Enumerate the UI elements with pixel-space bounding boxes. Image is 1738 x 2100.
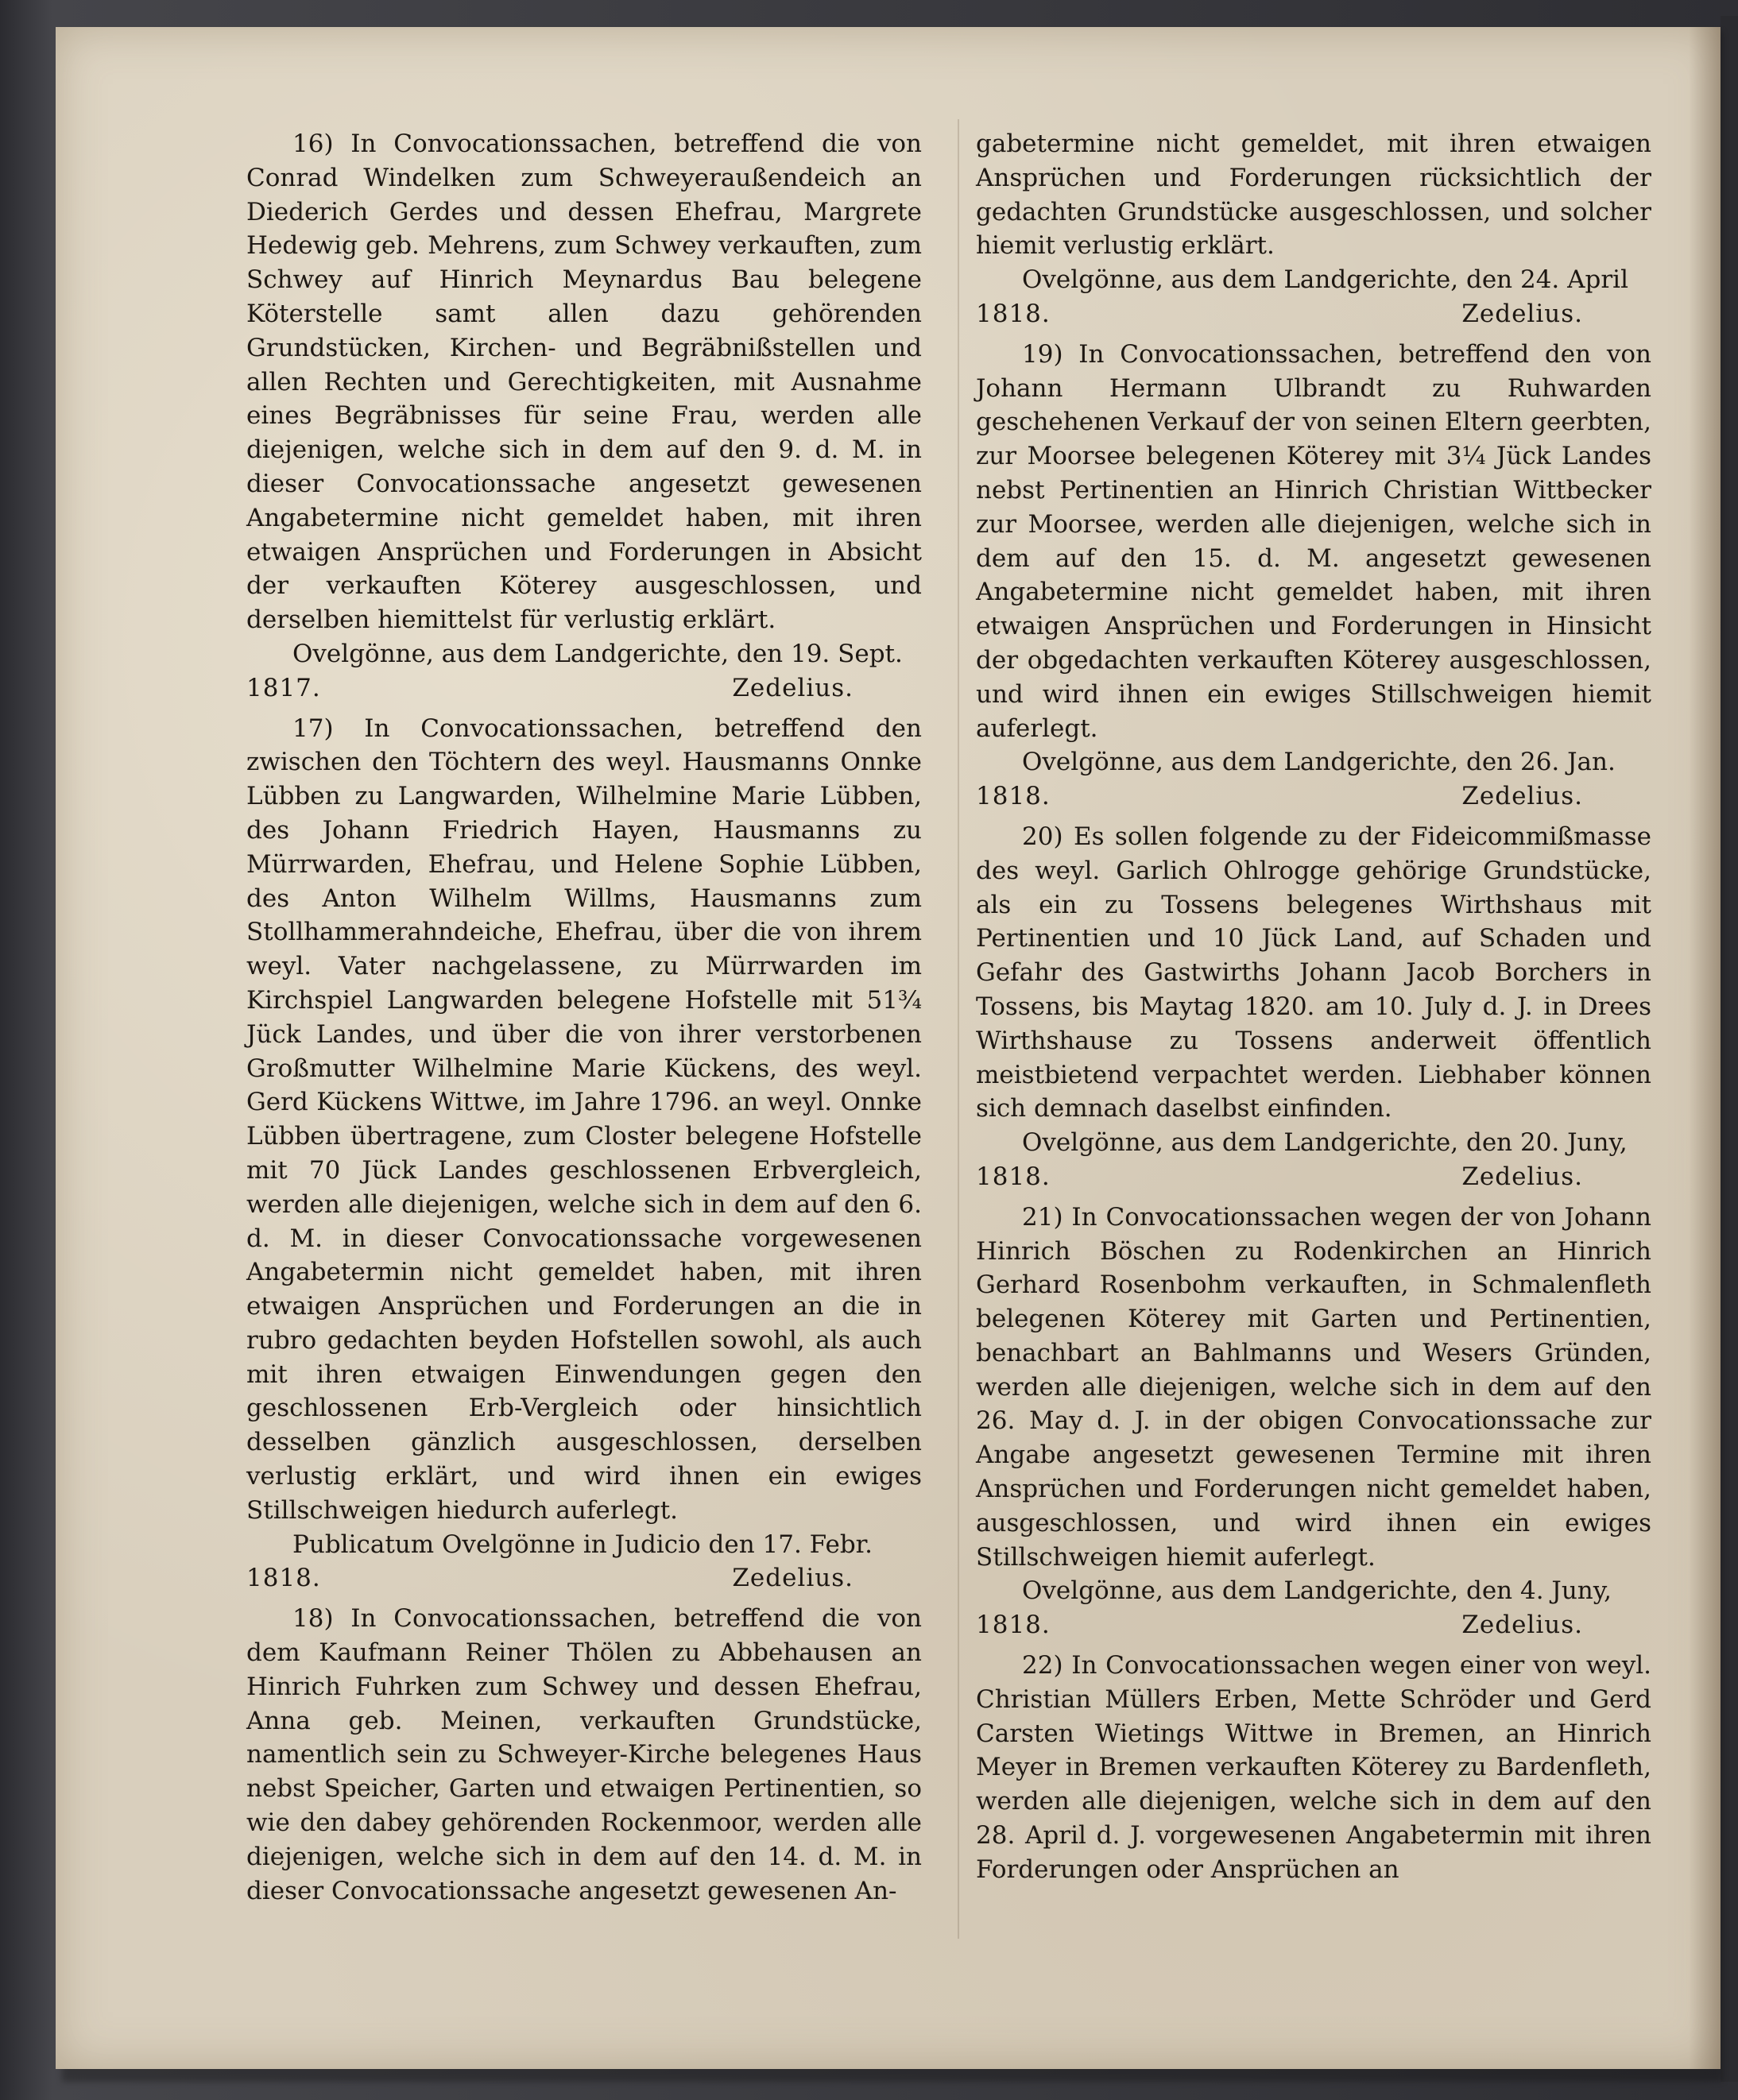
notice-text: 21) In Convocationssachen wegen der von Johann Hinrich Böschen zu Rodenkirchen an Hinrich Gerhard Rosenbohm verkauften, in Schmalenfleth belegenen Köterey mit Garten und Pertinentien, benachbart an Bahlmanns und Wesers Gründen, werden alle diejenigen, welche sich in dem auf den 26. May d. J. in der obigen Convocationssache zur Angabe angesetzt gewesenen Termine mit ihren Ansprüchen und Forderungen nicht gemeldet haben, ausgeschlossen, und wird ihnen ein ewiges Stillschweigen hiemit auferlegt. [976, 1202, 1651, 1572]
notice-year: 1818. [976, 299, 1051, 328]
notice-19 [976, 338, 1651, 814]
notice-text: 17) In Convocationssachen, betreffend den zwischen den Töchtern des weyl. Hausmanns Onnke Lübben zu Langwarden, Wilhelmine Marie Lübben, des Johann Friedrich Hayen, Hausmanns zu Mürrwarden, Ehefrau, und Helene Sophie Lübben, des Anton Wilhelm Willms, Hausmanns zum Stollhammerahndeiche, Ehefrau, über die von ihrem weyl. Vater nachgelassene, zu Mürrwarden im Kirchspiel Langwarden belegene Hofstelle mit 51¾ Jück Landes, und über die von ihrer verstorbenen Großmutter Wilhelmine Marie Kückens, des weyl. Gerd Kückens Wittwe, im Jahre 1796. an weyl. Onnke Lübben übertragene, zum Closter belegene Hofstelle mit 70 Jück Landes geschlossenen Erbvergleich, werden alle diejenigen, welche sich in dem auf den 6. d. M. in dieser Convocationssache vorgewesenen Angabetermin nicht gemeldet haben, mit ihren etwaigen Ansprüchen und Forderungen an die in rubro gedachten beyden Hofstellen sowohl, als auch mit ihren etwaigen Einwendungen gegen den geschlossenen Erb-Vergleich oder hinsichtlich desselben gänzlich ausgeschlossen, derselben verlustig erklärt, und wird ihnen ein ewiges Stillschweigen hiedurch auferlegt. [246, 714, 922, 1525]
notice-year: 1817. [246, 673, 321, 702]
notice-place-date: Ovelgönne, aus dem Landgerichte, den 20. Juny, [1022, 1128, 1628, 1158]
notice-signature: Zedelius. [1461, 1162, 1583, 1191]
notice-22 [976, 1649, 1651, 1887]
notice-signature-line [976, 1608, 1651, 1642]
notice-text: 22) In Convocationssachen wegen einer von weyl. Christian Müllers Erben, Mette Schröder und Gerd Carsten Wietings Wittwe in Bremen, an Hinrich Meyer in Bremen verkauften Köterey zu Bardenfleth, werden alle diejenigen, welche sich in dem auf den 28. April d. J. vorgewesenen Angabetermin mit ihren Forderungen oder Ansprüchen an [976, 1651, 1651, 1884]
notice-text: gabetermine nicht gemeldet, mit ihren etwaigen Ansprüchen und Forderungen rücksichtlich der gedachten Grundstücke ausgeschlossen, und solcher hiemit verlustig erklärt. [976, 130, 1651, 261]
notice-text: 19) In Convocationssachen, betreffend den von Johann Hermann Ulbrandt zu Ruhwarden geschehenen Verkauf der von seinen Eltern geerbten, zur Moorsee belegenen Köterey mit 3¼ Jück Landes nebst Pertinentien an Hinrich Christian Wittbecker zur Moorsee, werden alle diejenigen, welche sich in dem auf den 15. d. M. angesetzt gewesenen Angabetermine nicht gemeldet haben, mit ihren etwaigen Ansprüchen und Forderungen in Hinsicht der obgedachten verkauften Köterey ausgeschlossen, und wird ihnen ein ewiges Stillschweigen hiemit auferlegt. [976, 339, 1651, 743]
notice-place-date: Ovelgönne, aus dem Landgerichte, den 19. Sept. [292, 639, 903, 668]
notice-18 [246, 1602, 922, 1908]
notice-year: 1818. [976, 1611, 1051, 1640]
notice-text: 16) In Convocationssachen, betreffend die von Conrad Windelken zum Schweyeraußendeich an Diederich Gerdes und dessen Ehefrau, Margrete Hedewig geb. Mehrens, zum Schwey verkauften, zum Schwey auf Hinrich Meynardus Bau belegene Köterstelle samt allen dazu gehörenden Grundstücken, Kirchen- und Begräbnißstellen und allen Rechten und Gerechtigkeiten, mit Ausnahme eines Begräbnisses für seine Frau, werden alle diejenigen, welche sich in dem auf den 9. d. M. in dieser Convocationssache angesetzt gewesenen Angabetermine nicht gemeldet haben, mit ihren etwaigen Ansprüchen und Forderungen in Absicht der verkauften Köterey ausgeschlossen, und derselben hiemittelst für verlustig erklärt. [246, 130, 922, 635]
notice-year: 1818. [976, 782, 1051, 811]
notice-year: 1818. [246, 1564, 321, 1593]
notice-21 [976, 1201, 1651, 1642]
notice-20 [976, 820, 1651, 1194]
column-gutter [958, 119, 959, 1939]
notice-signature: Zedelius. [1461, 1611, 1583, 1640]
notice-signature-line [976, 779, 1651, 814]
notice-signature-line [976, 1160, 1651, 1194]
notice-place-date: Ovelgönne, aus dem Landgerichte, den 4. Juny, [1022, 1576, 1612, 1606]
notice-17 [246, 712, 922, 1596]
left-column [246, 127, 922, 1908]
notice-signature: Zedelius. [732, 1564, 854, 1593]
page-edge-shading [1689, 27, 1721, 2069]
notice-signature: Zedelius. [732, 673, 854, 702]
notice-18-continued [976, 127, 1651, 331]
notice-signature-line [246, 1561, 922, 1595]
notice-text: 20) Es sollen folgende zu der Fideicommißmasse des weyl. Garlich Ohlrogge gehörige Grundstücke, als ein zu Tossens belegenes Wirthshaus mit Pertinentien und 10 Jück Land, auf Schaden und Gefahr des Gastwirths Johann Jacob Borchers in Tossens, bis Maytag 1820. am 10. July d. J. in Drees Wirthshause zu Tossens anderweit öffentlich meistbietend verpachtet werden. Liebhaber können sich demnach daselbst einfinden. [976, 822, 1651, 1123]
notice-signature: Zedelius. [1461, 782, 1583, 811]
notice-year: 1818. [976, 1162, 1051, 1191]
notice-16 [246, 127, 922, 706]
notice-signature: Zedelius. [1461, 299, 1583, 328]
notice-place-date: Publicatum Ovelgönne in Judicio den 17. Febr. [292, 1530, 873, 1559]
adjacent-page-edge [1721, 16, 1738, 2082]
right-column [976, 127, 1651, 1887]
notice-place-date: Ovelgönne, aus dem Landgerichte, den 24. April [1022, 265, 1629, 295]
notice-place-date: Ovelgönne, aus dem Landgerichte, den 26. Jan. [1022, 748, 1616, 777]
notice-signature-line [976, 297, 1651, 331]
notice-text: 18) In Convocationssachen, betreffend die von dem Kaufmann Reiner Thölen zu Abbehausen an Hinrich Fuhrken zum Schwey und dessen Ehefrau, Anna geb. Meinen, verkauften Grundstücke, namentlich sein zu Schweyer-Kirche belegenes Haus nebst Speicher, Garten und etwaigen Pertinentien, so wie den dabey gehörenden Rockenmoor, werden alle diejenigen, welche sich in dem auf den 14. d. M. in dieser Convocationssache angesetzt gewesenen An- [246, 1604, 922, 1905]
notice-signature-line [246, 671, 922, 706]
